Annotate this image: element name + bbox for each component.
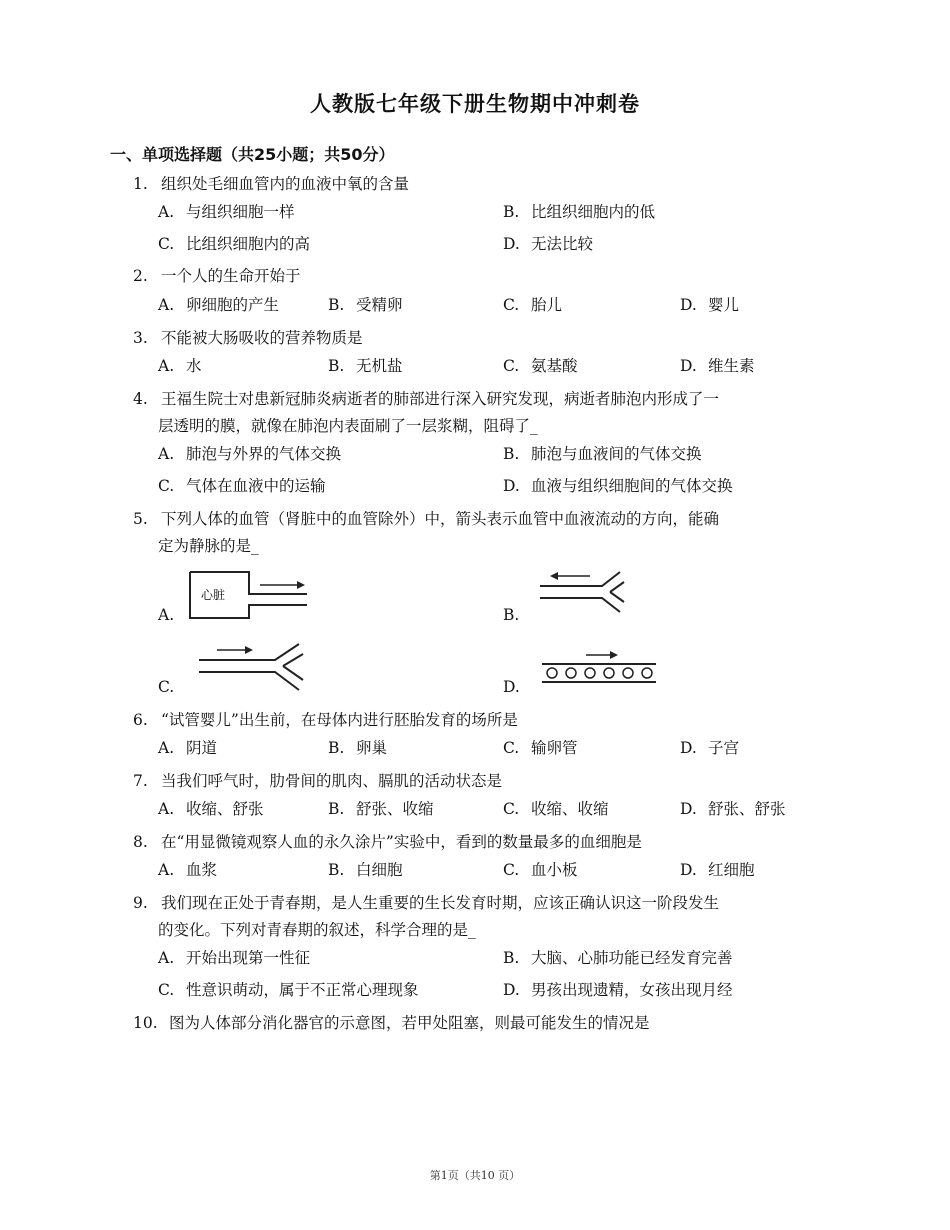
arrowhead-icon — [610, 651, 618, 659]
vessel-diagram-c — [195, 638, 325, 696]
question-5-line-2: 定为静脉的是_ — [158, 537, 259, 555]
question-number: 1. — [133, 175, 148, 193]
blood-cell-icon — [585, 668, 595, 678]
option-a[interactable]: A. 血浆 — [158, 861, 218, 879]
section-heading: 一、单项选择题（共25小题；共50分） — [110, 145, 395, 164]
question-8 — [133, 832, 642, 852]
option-b[interactable]: B. 肺泡与血液间的气体交换 — [503, 445, 702, 463]
question-6 — [133, 710, 518, 730]
question-number: 3. — [133, 329, 148, 347]
option-c[interactable]: C. 收缩、收缩 — [503, 800, 609, 818]
question-number: 7. — [133, 772, 148, 790]
vessel-diagram-d — [538, 650, 660, 686]
question-number: 6. — [133, 711, 148, 729]
option-d[interactable]: D. 维生素 — [680, 357, 755, 375]
option-d[interactable]: D. 红细胞 — [680, 861, 755, 879]
question-9-line-2: 的变化。下列对青春期的叙述，科学合理的是_ — [158, 921, 476, 939]
blood-cell-icon — [623, 668, 633, 678]
option-a[interactable]: A. — [158, 606, 175, 624]
question-3 — [133, 328, 363, 348]
option-a[interactable]: A. 开始出现第一性征 — [158, 949, 311, 967]
option-b[interactable]: B. — [503, 606, 520, 624]
option-d[interactable]: D. — [503, 678, 520, 696]
option-a[interactable]: A. 与组织细胞一样 — [158, 203, 295, 221]
arrowhead-icon — [297, 581, 305, 589]
option-d[interactable]: D. 婴儿 — [680, 296, 740, 314]
option-c[interactable]: C. 比组织细胞内的高 — [158, 235, 311, 253]
page-footer: 第1页（共10 页） — [429, 1169, 521, 1182]
option-c[interactable]: C. 胎儿 — [503, 296, 563, 314]
question-5 — [133, 509, 719, 529]
blood-cell-icon — [642, 668, 652, 678]
question-number: 4. — [133, 390, 148, 408]
question-text: 我们现在正处于青春期，是人生重要的生长发育时期，应该正确认识这一阶段发生 — [161, 894, 720, 912]
branching-vessel-outline — [540, 572, 624, 612]
question-text: 下列人体的血管（肾脏中的血管除外）中，箭头表示血管中血液流动的方向，能确 — [161, 510, 720, 528]
arrowhead-icon — [245, 646, 253, 654]
question-4-line-2: 层透明的膜，就像在肺泡内表面刷了一层浆糊，阻碍了_ — [158, 417, 538, 435]
question-text: 一个人的生命开始于 — [161, 267, 301, 285]
question-number: 5. — [133, 510, 148, 528]
question-text: 在“用显微镜观察人血的永久涂片”实验中，看到的数量最多的血细胞是 — [161, 833, 642, 851]
option-a[interactable]: A. 水 — [158, 357, 202, 375]
question-text: 不能被大肠吸收的营养物质是 — [161, 329, 363, 347]
question-10 — [133, 1013, 650, 1033]
question-4 — [133, 389, 719, 409]
option-b[interactable]: B. 舒张、收缩 — [328, 800, 434, 818]
question-9 — [133, 893, 719, 913]
question-number: 10. — [133, 1014, 158, 1032]
option-d[interactable]: D. 男孩出现遗精，女孩出现月经 — [503, 981, 733, 999]
option-b[interactable]: B. 白细胞 — [328, 861, 403, 879]
question-number: 2. — [133, 267, 148, 285]
question-number: 9. — [133, 894, 148, 912]
heart-label: 心脏 — [201, 588, 226, 602]
option-d[interactable]: D. 血液与组织细胞间的气体交换 — [503, 477, 733, 495]
option-d[interactable]: D. 舒张、舒张 — [680, 800, 786, 818]
question-number: 8. — [133, 833, 148, 851]
blood-cell-icon — [547, 668, 557, 678]
option-c[interactable]: C. 输卵管 — [503, 739, 578, 757]
option-c[interactable]: C. 气体在血液中的运输 — [158, 477, 326, 495]
option-b[interactable]: B. 卵巢 — [328, 739, 388, 757]
option-a[interactable]: A. 卵细胞的产生 — [158, 296, 280, 314]
option-b[interactable]: B. 受精卵 — [328, 296, 403, 314]
question-text: 图为人体部分消化器官的示意图，若甲处阻塞，则最可能发生的情况是 — [169, 1014, 650, 1032]
option-c[interactable]: C. — [158, 678, 175, 696]
question-text: 王福生院士对患新冠肺炎病逝者的肺部进行深入研究发现，病逝者肺泡内形成了一 — [161, 390, 720, 408]
blood-cell-icon — [604, 668, 614, 678]
option-a[interactable]: A. 肺泡与外界的气体交换 — [158, 445, 342, 463]
option-c[interactable]: C. 血小板 — [503, 861, 578, 879]
option-a[interactable]: A. 收缩、舒张 — [158, 800, 264, 818]
exam-title: 人教版七年级下册生物期中冲刺卷 — [310, 92, 640, 116]
question-text: 组织处毛细血管内的血液中氧的含量 — [161, 175, 410, 193]
blood-cell-icon — [566, 668, 576, 678]
option-b[interactable]: B. 比组织细胞内的低 — [503, 203, 656, 221]
option-c[interactable]: C. 氨基酸 — [503, 357, 578, 375]
option-d[interactable]: D. 无法比较 — [503, 235, 594, 253]
option-c[interactable]: C. 性意识萌动，属于不正常心理现象 — [158, 981, 419, 999]
vessel-diagram-a — [185, 570, 315, 620]
arrowhead-icon — [550, 572, 558, 580]
vessel-diagram-b — [538, 568, 658, 616]
question-2 — [133, 266, 301, 286]
question-text: “试管婴儿”出生前，在母体内进行胚胎发育的场所是 — [161, 711, 518, 729]
question-1 — [133, 174, 409, 194]
question-text: 当我们呼气时，肋骨间的肌肉、膈肌的活动状态是 — [161, 772, 503, 790]
option-d[interactable]: D. 子宫 — [680, 739, 740, 757]
option-b[interactable]: B. 无机盐 — [328, 357, 403, 375]
question-7 — [133, 771, 502, 791]
option-b[interactable]: B. 大脑、心肺功能已经发育完善 — [503, 949, 733, 967]
option-a[interactable]: A. 阴道 — [158, 739, 218, 757]
